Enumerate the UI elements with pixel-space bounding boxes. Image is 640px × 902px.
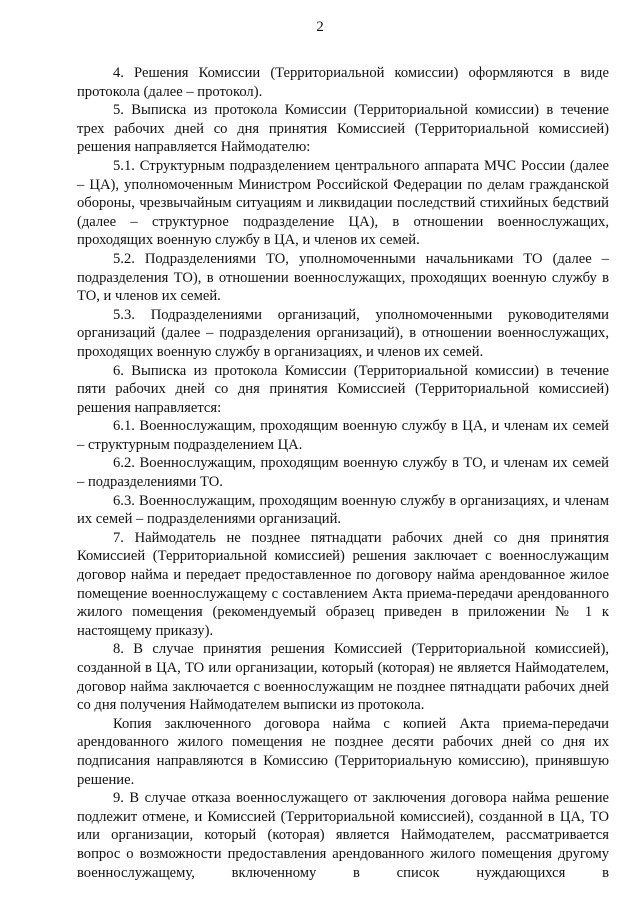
paragraph-8: 8. В случае принятия решения Комиссией (Территориальной комиссией), созданной в ЦА, ТО или организации, который (которая) не является Наймодателем, договор найма заключается с военнослужащим не позднее пятнадцати рабочих дней со дня получения Наймодателем выписки из протокола. [77, 641, 609, 714]
paragraph-6-3: 6.3. Военнослужащим, проходящим военную службу в организациях, и членам их семей – подразделениями организаций. [77, 492, 609, 528]
page-number: 2 [316, 19, 324, 35]
paragraph-6: 6. Выписка из протокола Комиссии (Территориальной комиссии) в течение пяти рабочих дней со дня принятия Комиссией (Территориальной комиссией) решения направляется: [77, 362, 609, 416]
paragraph-6-2: 6.2. Военнослужащим, проходящим военную службу в ТО, и членам их семей – подразделениями ТО. [77, 455, 609, 491]
paragraph-5: 5. Выписка из протокола Комиссии (Территориальной комиссии) в течение трех рабочих дней со дня принятия Комиссией (Территориальной комиссией) решения направляется Наймодателю: [77, 102, 609, 156]
paragraph-5-2: 5.2. Подразделениями ТО, уполномоченными начальниками ТО (далее – подразделения ТО), в отношении военнослужащих, проходящих военную службу в ТО, и членов их семей. [77, 250, 609, 305]
paragraph-5-1: 5.1. Структурным подразделением центрального аппарата МЧС России (далее – ЦА), уполномоченным Министром Российской Федерации по делам гражданской обороны, чрезвычайным ситуациям и ликвидации последствий стихийных бедствий (далее – структурное подразделение ЦА), в отношении военнослужащих, проходящих военную службу в ЦА, и членов их семей. [77, 157, 609, 249]
paragraph-5-3: 5.3. Подразделениями организаций, уполномоченными руководителями организаций (далее – подразделения организаций), в отношении военнослужащих, проходящих военную службу в организациях, и членов их семей. [77, 306, 609, 360]
paragraph-4: 4. Решения Комиссии (Территориальной комиссии) оформляются в виде протокола (далее – протокол). [77, 65, 609, 100]
paragraph-9: 9. В случае отказа военнослужащего от заключения договора найма решение подлежит отмене, и Комиссией (Территориальной комиссией), созданной в ЦА, ТО или организации, который (которая) является Наймодателем, рассматривается вопрос о возможности предоставления арендованного жилого помещения другому военнослужащему, включенному в список нуждающихся в [77, 790, 609, 881]
paragraph-7: 7. Наймодатель не позднее пятнадцати рабочих дней со дня принятия Комиссией (Территориальной комиссией) решения заключает с военнослужащим договор найма и передает предоставленное по договору найма арендованное жилое помещение военнослужащему с составлением Акта приема-передачи арендованного жилого помещения (рекомендуемый образец приведен в приложении № 1 к настоящему приказу). [77, 529, 609, 639]
document-body [77, 64, 609, 882]
paragraph-8-copy: Копия заключенного договора найма с копией Акта приема-передачи арендованного жилого помещения не позднее десяти рабочих дней со дня их подписания направляются в Комиссию (Территориальную комиссию), принявшую решение. [77, 715, 609, 788]
paragraph-6-1: 6.1. Военнослужащим, проходящим военную службу в ЦА, и членам их семей – структурным подразделением ЦА. [77, 418, 609, 453]
